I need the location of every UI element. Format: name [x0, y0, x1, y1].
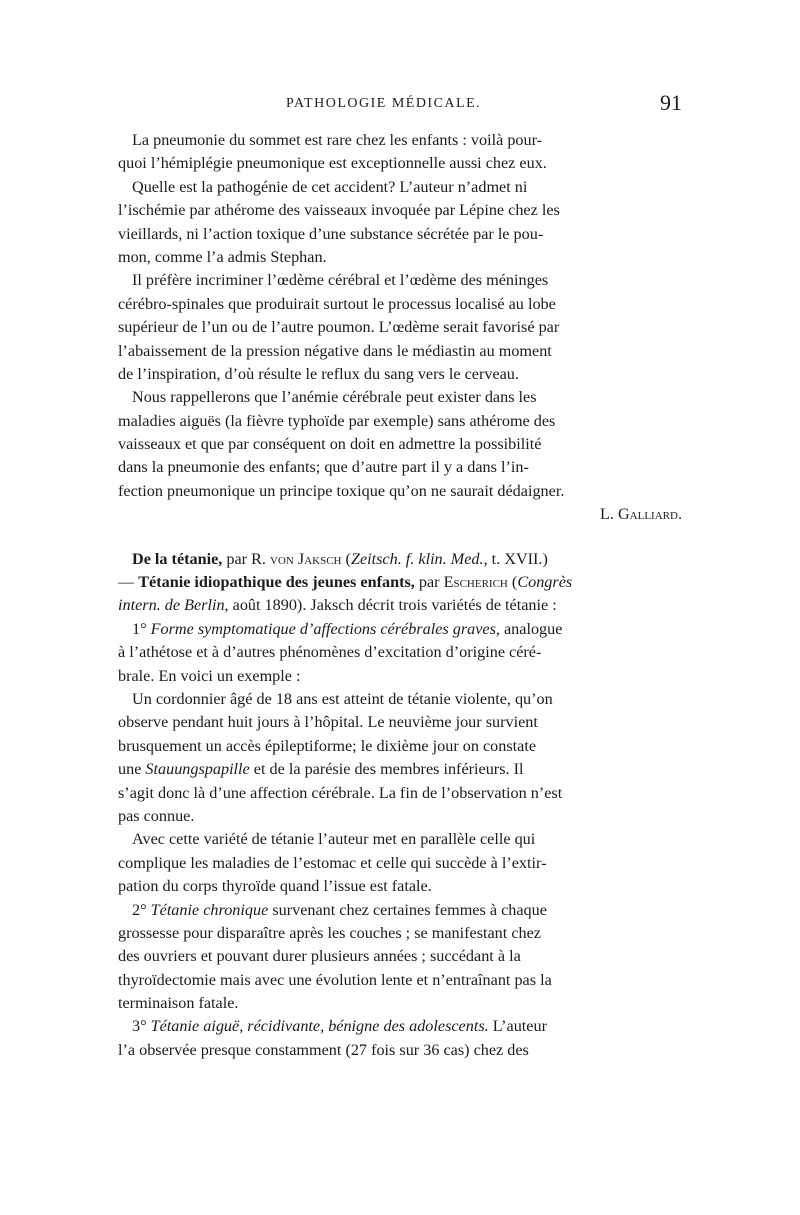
text-line: dans la pneumonie des enfants; que d’autre part il y a dans l’in-: [118, 458, 529, 477]
item-number: 1°: [132, 619, 151, 638]
author-name: von Jaksch: [270, 549, 342, 568]
item-title: Forme symptomatique d’affections cérébrales graves: [150, 619, 496, 638]
text-line: cérébro-spinales que produirait surtout le processus localisé au lobe: [118, 294, 556, 313]
text-line: pation du corps thyroïde quand l’issue est fatale.: [118, 877, 432, 896]
text-fragment: , t. XVII.): [483, 549, 548, 568]
text-line: grossesse pour disparaître après les couches ; se manifestant chez: [118, 923, 541, 942]
text-line: thyroïdectomie mais avec une évolution lente et n’entraînant pas la: [118, 970, 552, 989]
text-fragment: (: [507, 573, 518, 592]
journal-reference: Congrès: [517, 573, 573, 592]
text-line: pas connue.: [118, 806, 195, 825]
foreign-term: Stauungspapille: [145, 760, 250, 779]
text-line: Nous rappellerons que l’anémie cérébrale peut exister dans les: [132, 388, 537, 407]
text-line: supérieur de l’un ou de l’autre poumon. L’œdème serait favorisé par: [118, 318, 560, 337]
text-line: l’a observée presque constamment (27 fois sur 36 cas) chez des: [118, 1040, 529, 1059]
text-fragment: et de la parésie des membres inférieurs. Il: [249, 760, 524, 779]
page-header: [118, 92, 684, 118]
running-title: PATHOLOGIE MÉDICALE.: [286, 96, 482, 111]
journal-reference: Zeitsch. f. klin. Med.: [350, 549, 484, 568]
text-line: fection pneumonique un principe toxique qu’on ne saurait dédaigner.: [118, 481, 565, 500]
text-line: Avec cette variété de tétanie l’auteur met en parallèle celle qui: [132, 830, 536, 849]
text-fragment: survenant chez certaines femmes à chaque: [268, 900, 547, 919]
author-initial: R.: [251, 549, 271, 568]
text-line: [118, 1015, 684, 1038]
text-line: s’agit donc là d’une affection cérébrale. La fin de l’observation n’est: [118, 783, 563, 802]
item-number: 3°: [132, 1017, 151, 1036]
section-gap: [118, 527, 684, 548]
text-fragment: , août 1890). Jaksch décrit trois variétés de tétanie :: [224, 596, 557, 615]
text-line: [118, 758, 684, 781]
text-line: [118, 899, 684, 922]
text-line: [118, 618, 684, 641]
text-line: de l’inspiration, d’où résulte le reflux du sang vers le cerveau.: [118, 364, 519, 383]
article-heading-line: [118, 548, 684, 571]
item-title: Tétanie aiguë, récidivante, bénigne des adolescents.: [150, 1017, 489, 1036]
journal-reference: intern. de Berlin: [118, 596, 225, 615]
text-fragment: par: [414, 573, 444, 592]
text-line: terminaison fatale.: [118, 994, 239, 1013]
text-line: mon, comme l’a admis Stephan.: [118, 247, 327, 266]
item-number: 2°: [132, 900, 151, 919]
text-fragment: , analogue: [495, 619, 563, 638]
text-fragment: par: [222, 549, 252, 568]
text-line: à l’athétose et à d’autres phénomènes d’excitation d’origine céré-: [118, 643, 542, 662]
text-line: des ouvriers et pouvant durer plusieurs années ; succédant à la: [118, 947, 521, 966]
text-line: La pneumonie du sommet est rare chez les enfants : voilà pour-: [132, 131, 543, 149]
text-line: maladies aiguës (la fièvre typhoïde par exemple) sans athérome des: [118, 411, 556, 430]
author-name: Escherich: [443, 573, 508, 592]
text-line: [118, 594, 684, 617]
text-line: l’ischémie par athérome des vaisseaux invoquée par Lépine chez les: [118, 201, 560, 220]
text-fragment: L’auteur: [488, 1017, 547, 1036]
author-signature: L. Galliard.: [600, 505, 682, 524]
item-title: Tétanie chronique: [150, 900, 269, 919]
text-line: vieillards, ni l’action toxique d’une substance sécrétée par le pou-: [118, 224, 544, 243]
text-line: brale. En voici un exemple :: [118, 666, 301, 685]
text-line: Il préfère incriminer l’œdème cérébral et l’œdème des méninges: [132, 271, 549, 290]
text-line: vaisseaux et que par conséquent on doit en admettre la possibilité: [118, 435, 542, 454]
text-line: Quelle est la pathogénie de cet accident? L’auteur n’admet ni: [132, 177, 528, 196]
text-line: quoi l’hémiplégie pneumonique est exceptionnelle aussi chez eux.: [118, 154, 547, 173]
page-number: 91: [660, 90, 682, 115]
text-line: Un cordonnier âgé de 18 ans est atteint de tétanie violente, qu’on: [132, 689, 553, 708]
text-line: observe pendant huit jours à l’hôpital. Le neuvième jour survient: [118, 713, 538, 732]
text-line: complique les maladies de l’estomac et celle qui succède à l’extir-: [118, 853, 547, 872]
text-line: brusquement un accès épileptiforme; le dixième jour on constate: [118, 736, 537, 755]
article-heading-line: [118, 571, 684, 594]
text-line: l’abaissement de la pression négative dans le médiastin au moment: [118, 341, 552, 360]
text-fragment: (: [341, 549, 351, 568]
article-title: Tétanie idiopathique des jeunes enfants,: [138, 573, 415, 592]
page-body: [118, 129, 684, 1062]
text-fragment: —: [118, 573, 139, 592]
article-title: De la tétanie,: [132, 549, 223, 568]
text-fragment: une: [118, 760, 146, 779]
